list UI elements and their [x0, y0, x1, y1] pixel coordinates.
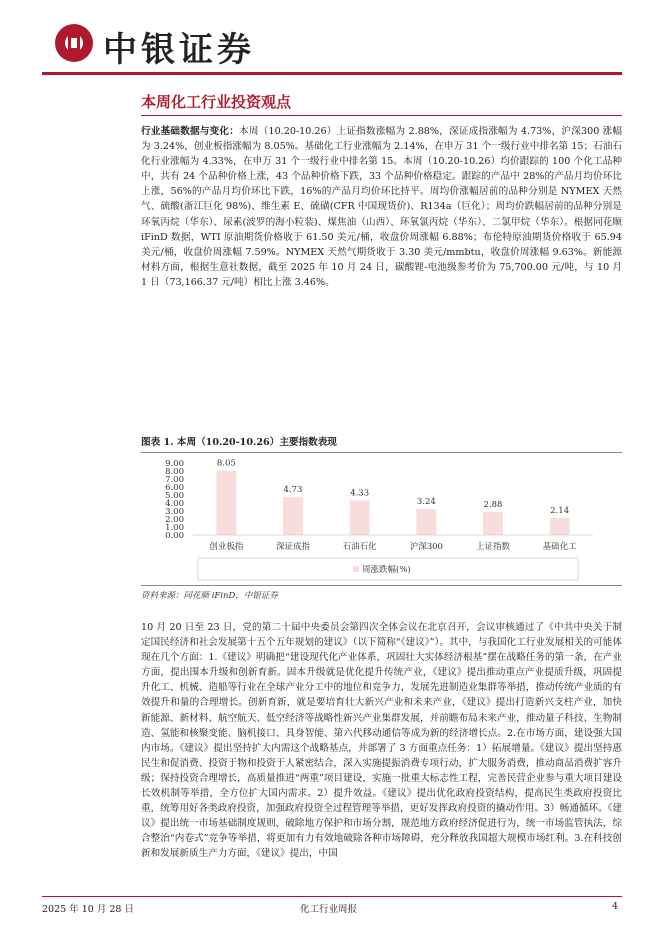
- y-tick-label: 8.00: [165, 467, 184, 477]
- bar: [483, 512, 503, 535]
- figure-bottom-rule: [141, 585, 622, 586]
- legend-swatch: [353, 566, 359, 572]
- industry-data-paragraph: [141, 124, 622, 290]
- x-category-label: 创业板指: [209, 542, 244, 552]
- bar-value-label: 4.33: [350, 488, 370, 499]
- y-tick-label: 5.00: [165, 491, 184, 501]
- header-divider: [42, 72, 622, 75]
- x-category-label: 上证指数: [475, 542, 511, 552]
- y-tick-label: 1.00: [165, 523, 184, 533]
- figure-source: 资料来源：同花顺 iFinD，中银证券: [141, 591, 278, 601]
- bar-value-label: 2.88: [483, 499, 503, 510]
- y-tick-label: 3.00: [165, 507, 184, 517]
- paragraph-lead: 行业基础数据与变化：: [141, 126, 240, 137]
- page-number: 4: [612, 901, 619, 912]
- y-tick-label: 7.00: [165, 475, 184, 485]
- bar: [283, 497, 303, 535]
- footer-date: 2025 年 10 月 28 日: [42, 904, 134, 915]
- x-category-label: 石油石化: [342, 542, 377, 552]
- x-category-label: 基础化工: [542, 542, 577, 552]
- y-tick-label: 4.00: [165, 499, 184, 509]
- bar-value-label: 3.24: [416, 497, 436, 508]
- legend-label: 周涨跌幅(%): [362, 565, 411, 575]
- y-tick-label: 6.00: [165, 483, 184, 493]
- y-tick-label: 2.00: [165, 515, 184, 525]
- x-category-label: 沪深300: [409, 542, 443, 552]
- figure-caption: 图表 1. 本周（10.20-10.26）主要指数表现: [141, 437, 337, 448]
- bar: [350, 500, 370, 535]
- bank-logo-icon: [55, 24, 93, 62]
- y-tick-label: 0.00: [165, 531, 184, 541]
- section-title: 本周化工行业投资观点: [141, 93, 292, 111]
- bar: [416, 509, 436, 535]
- page-header: [0, 0, 662, 78]
- figure-top-rule: [141, 452, 622, 453]
- x-category-label: 深证成指: [275, 542, 311, 552]
- footer-title: 化工行业周报: [300, 904, 358, 915]
- y-tick-label: 9.00: [165, 459, 184, 469]
- bar-value-label: 8.05: [216, 458, 236, 469]
- paragraph-body: 本周（10.20-10.26）上证指数涨幅为 2.88%，深证成指涨幅为 4.73%，沪深300 涨幅为 3.24%，创业板指涨幅为 8.05%。基础化工行业涨幅为 2.14%，在申万 31 个一级行业中排名第 15；石油石化行业涨幅为 4.33%，在申万 31 个一级行业中排名第 15。本周（10.20-10.26）均价跟踪的 100 个化工品种中，共有 24 个品种价格上涨，43 个品种价格下跌，33 个品种价格稳定。跟踪的产品中 28%的产品月均价环比上涨，56%的产品月均价环比下跌，16%的产品月均价环比持平。周均价涨幅居前的品种分别是 NYMEX 天然气、硫酸(浙江巨化 98%)、维生素 E、硫磺(CFR 中国现货价)、R134a（巨化）；周均价跌幅居前的品种分别是环氧丙烷（华东）、尿素(波罗的海小粒装)、煤焦油（山西）、环氧氯丙烷（华东）、二氯甲烷（华东）。根据同花顺 iFinD 数据，WTI 原油期货价格收于 61.50 美元/桶，收盘价周涨幅 6.88%；布伦特原油期货价格收于 65.94 美元/桶，收盘价周涨幅 7.59%。NYMEX 天然气期货收于 3.30 美元/mmbtu，收盘价周涨幅 9.63%。新能源材料方面，根据生意社数据，截至 2025 年 10 月 24 日，碳酸锂-电池级参考价为 75,700.00 元/吨，与 10 月 1 日（73,166.37 元/吨）相比上涨 3.46%。: [141, 126, 622, 288]
- title-divider: [141, 115, 622, 116]
- bar-value-label: 4.73: [283, 485, 303, 496]
- bar-value-label: 2.14: [550, 505, 570, 516]
- index-performance-chart: [141, 455, 622, 587]
- footer-divider: [42, 896, 622, 897]
- policy-paragraph: 10 月 20 日至 23 日，党的第二十届中央委员会第四次全体会议在北京召开，会议审核通过了《中共中央关于制定国民经济和社会发展第十五个五年规划的建议》（以下简称“《建议》”）。其中，与我国化工行业发展相关的可能体现在几个方面：1.《建议》明确把“建设现代化产业体系，巩固壮大实体经济根基”摆在战略任务的第一条，在产业方面，提出围本升级和创新育新。固本升级就是优化提升传统产业，《建议》提出推动重点产业提质升级，巩固提升化工、机械、造船等行业在全球产业分工中的地位和竞争力，发展先进制造业集群等举措，推动传统产业质的有效提升和量的合理增长。创新育新，就是要培育壮大新兴产业和未来产业，《建议》提出打造新兴支柱产业，加快新能源、新材料、航空航天、低空经济等战略性新兴产业集群发展，并前瞻布局未来产业，推动量子科技、生物制造、氢能和核聚变能、脑机接口、具身智能、第六代移动通信等成为新的经济增长点。2.在市场方面，建设强大国内市场。《建议》提出坚持扩大内需这个战略基点，并部署了 3 方面重点任务：1）拓展增量。《建议》提出坚持惠民生和促消费、投资于物和投资于人紧密结合，深入实施提振消费专项行动，扩大服务消费，推动商品消费扩容升级；保持投资合理增长，高质量推进“两重”项目建设，实施一批重大标志性工程，完善民营企业参与重大项目建设长效机制等举措，全方位扩大国内需求。2）提升效益。《建议》提出优化政府投资结构，提高民生类政府投资比重，统筹用好各类政府投资，加强政府投资全过程管理等举措，更好发挥政府投资的撬动作用。3）畅通循环。《建议》提出统一市场基础制度规则，破除地方保护和市场分割，规范地方政府经济促进行为，统一市场监管执法，综合整治“内卷式”竞争等举措，将更加有力有效地破除各种市场障碍，充分释放我国超大规模市场红利。3.在科技创新和发展新质生产力方面，《建议》提出，中国: [141, 622, 622, 860]
- bar: [216, 471, 236, 535]
- brand-name: 中银证券: [103, 30, 255, 70]
- bar: [550, 518, 570, 535]
